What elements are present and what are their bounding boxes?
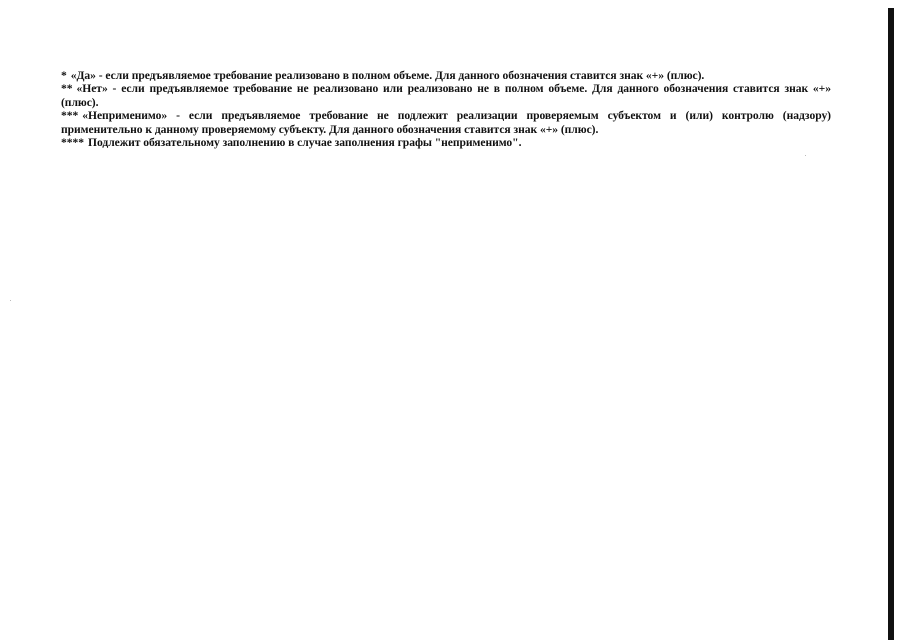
footnote-text: «Да» - если предъявляемое требование реализовано в полном объеме. Для данного обозначения ставится знак «+» (плюс). (70, 69, 705, 82)
footnotes-block (61, 69, 831, 149)
footnote-marker: * (61, 69, 67, 82)
footnote-marker: **** (61, 136, 84, 150)
scan-speck (10, 300, 11, 301)
footnote-no (61, 82, 831, 109)
footnote-text: Подлежит обязательному заполнению в случае заполнения графы "неприменимо". (88, 136, 522, 150)
footnote-marker: ** (61, 82, 73, 96)
footnote-yes (61, 69, 831, 82)
footnote-not-applicable (61, 109, 831, 136)
footnote-text: «Нет» - если предъявляемое требование не реализовано или реализовано не в полном объеме. Для данного обозначения ставится знак «+» (плюс). (61, 82, 831, 109)
scan-edge-shadow (888, 8, 894, 640)
footnote-mandatory-fill (61, 136, 831, 149)
footnote-text: «Неприменимо» - если предъявляемое требование не подлежит реализации проверяемым субъектом и (или) контролю (надзору) применительно к данному проверяемому субъекту. Для данного обозначения ставится знак «+» (плюс). (61, 109, 831, 136)
footnote-marker: *** (61, 109, 79, 123)
scan-speck (805, 155, 806, 156)
